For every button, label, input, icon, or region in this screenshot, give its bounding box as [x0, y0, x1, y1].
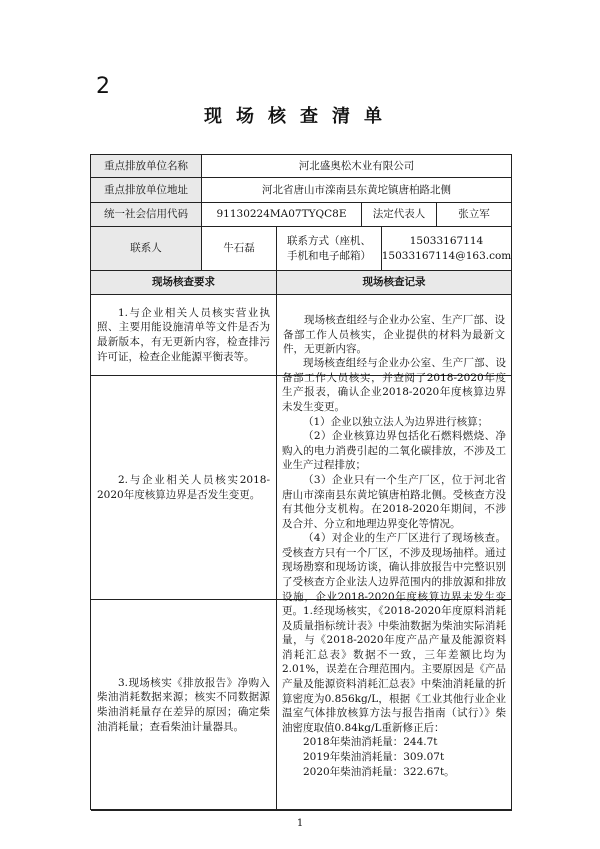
unit-name-label: 重点排放单位名称 [91, 155, 202, 178]
requirement-text: 3.现场核实《排放报告》净购入柴油消耗数据来源；核实不同数据源柴油消耗量存在差异的原因；确定柴油消耗量；查看柴油计量器具。 [97, 676, 270, 733]
record-header: 现场核查记录 [277, 271, 512, 295]
requirement-cell [91, 376, 277, 600]
requirement-text: 2.与企业相关人员核实2018-2020年度核算边界是否发生变更。 [97, 473, 270, 501]
contact-info [382, 227, 512, 271]
unit-name: 河北盛奥松木业有限公司 [202, 155, 512, 178]
record-cell [277, 357, 512, 618]
record-text: （4）对企业的生产厂区进行了现场核查。受核查方只有一个厂区，不涉及现场抽样。通过现场勘察和现场访谈，确认排放报告中完整识别了受核查方企业法人边界范围内的排放源和排放设施，企业2018-2020年度核算边界未发生变更。 [282, 532, 506, 618]
phone: 15033167114 [409, 234, 484, 247]
contact-label: 联系人 [91, 227, 202, 271]
checklist-table [90, 154, 512, 810]
record-text: 现场核查组经与企业办公室、生产厂部、设备部工作人员核实，并查阅了2018-2020年度生产报表，确认企业2018-2020年度核算边界未发生变更。 [282, 357, 506, 413]
credit-code: 91130224MA07TYQC8E [202, 203, 362, 227]
page-title: 现场核查清单 [204, 106, 396, 127]
requirement-cell [91, 600, 277, 811]
contact: 牛石磊 [202, 227, 277, 271]
record-text: 2020年柴油消耗量：322.67t。 [303, 765, 455, 778]
credit-code-label: 统一社会信用代码 [91, 203, 202, 227]
legal-rep: 张立军 [437, 203, 512, 227]
record-cell [277, 600, 512, 811]
requirement-cell [91, 295, 277, 376]
page-label: 2 [96, 74, 110, 99]
legal-rep-label: 法定代表人 [362, 203, 437, 227]
email: 15033167114@163.com [381, 249, 512, 262]
record-text: 1.经现场核实，《2018-2020年度原料消耗及质量指标统计表》中柴油数据为柴油实际消耗量，与《2018-2020年度产品产量及能源资料消耗汇总表》数据不一致，三年差额比均为2.01%，误差在合理范围内。主要原因是《产品产量及能源资料消耗汇总表》中柴油消耗量的折算密度为0.856kg/L，根据《工业其他行业企业温室气体排放核算方法与报告指南（试行）》柴油密度取值0.84kg/L重新修正后： [282, 605, 506, 734]
contact-info-label: 联系方式（座机、手机和电子邮箱） [277, 227, 382, 271]
record-text: （2）企业核算边界包括化石燃料燃烧、净购入的电力消费引起的二氧化碳排放，不涉及工业生产过程排放； [282, 430, 506, 472]
requirement-header: 现场核查要求 [91, 271, 277, 295]
footer-page-number: 1 [296, 818, 304, 829]
requirement-text: 1.与企业相关人员核实营业执照、主要用能设施清单等文件是否为最新版本，有无更新内容，检查排污许可证，检查企业能源平衡表等。 [97, 306, 270, 363]
record-text: 2019年柴油消耗量：309.07t [303, 750, 445, 763]
record-text: （1）企业以独立法人为边界进行核算； [303, 415, 489, 428]
address-label: 重点排放单位地址 [91, 178, 202, 203]
address: 河北省唐山市滦南县东黄坨镇唐柏路北侧 [202, 178, 512, 203]
record-text: 现场核查组经与企业办公室、生产厂部、设备部工作人员核实，企业提供的材料为最新文件，无更新内容。 [283, 314, 505, 356]
record-text: （3）企业只有一个生产厂区，位于河北省唐山市滦南县东黄坨镇唐柏路北侧。受核查方没有其他分支机构。在2018-2020年期间，不涉及合并、分立和地理边界变化等情况。 [282, 473, 506, 530]
record-text: 2018年柴油消耗量：244.7t [303, 736, 438, 749]
